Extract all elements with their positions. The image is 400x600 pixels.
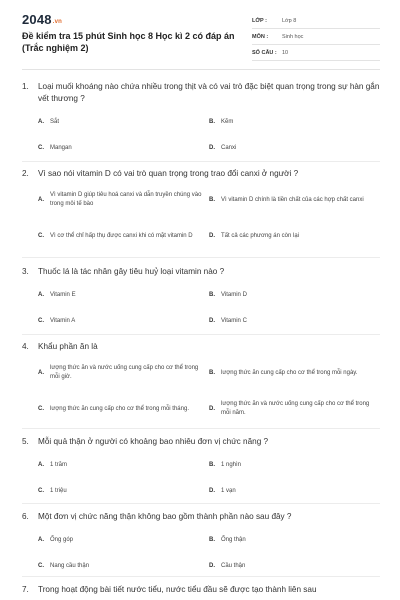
- question-4: [22, 341, 380, 427]
- question-text: Trong hoạt động bài tiết nước tiểu, nước tiểu đầu sẽ được tạo thành liên sau: [38, 585, 317, 594]
- option-text: Kẽm: [221, 118, 234, 125]
- option-letter: C.: [38, 405, 44, 412]
- meta-label: MÔN :: [252, 34, 269, 40]
- option-d[interactable]: [209, 144, 380, 153]
- option-text: Vitamin A: [50, 317, 76, 324]
- question-divider: [22, 576, 380, 577]
- question-text: Mỗi quả thận ở người có khoảng bao nhiêu đơn vị chức năng ?: [38, 437, 269, 446]
- option-text: lượng thức ăn cung cấp cho cơ thể trong mỗi ngày.: [221, 369, 358, 376]
- option-row: [38, 109, 380, 135]
- option-row: [38, 218, 380, 254]
- option-text: Tất cả các phương án còn lại: [221, 232, 299, 239]
- meta-label: LỚP :: [252, 18, 267, 24]
- question-2: [22, 168, 380, 254]
- option-text: lượng thức ăn cung cấp cho cơ thể trong mỗi tháng.: [50, 405, 189, 412]
- option-letter: D.: [209, 317, 215, 324]
- option-letter: C.: [38, 232, 44, 239]
- question-1: [22, 81, 380, 161]
- meta-value: Sinh học: [282, 34, 304, 40]
- option-letter: D.: [209, 562, 215, 569]
- option-d[interactable]: [209, 232, 380, 241]
- site-logo[interactable]: [22, 12, 62, 27]
- option-a[interactable]: [38, 461, 209, 470]
- option-text: lượng thức ăn và nước uống cung cấp cho cơ thể trong mỗi năm.: [221, 401, 370, 416]
- option-c[interactable]: [38, 232, 209, 241]
- option-c[interactable]: [38, 487, 209, 496]
- option-b[interactable]: [209, 291, 380, 300]
- option-b[interactable]: [209, 461, 380, 470]
- option-letter: D.: [209, 487, 215, 494]
- option-d[interactable]: [209, 317, 380, 326]
- question-divider: [22, 161, 380, 162]
- question-number: 6.: [22, 512, 29, 521]
- option-text: Vitamin E: [50, 291, 76, 298]
- option-letter: B.: [209, 461, 215, 468]
- option-letter: A.: [38, 118, 44, 125]
- question-text: Loại muối khoáng nào chứa nhiều trong thịt và có vai trò đặc biệt quan trọng trong sự hàn gắn vết thương ?: [38, 82, 380, 103]
- option-text: 1 trăm: [50, 461, 68, 468]
- option-text: Cầu thận: [221, 562, 246, 569]
- option-letter: C.: [38, 317, 44, 324]
- question-7: [22, 584, 380, 596]
- option-letter: B.: [209, 536, 215, 543]
- option-a[interactable]: [38, 291, 209, 300]
- option-b[interactable]: [209, 118, 380, 127]
- option-a[interactable]: [38, 118, 209, 127]
- meta-value: 10: [282, 50, 289, 56]
- option-b[interactable]: [209, 196, 380, 205]
- question-header: [22, 168, 380, 180]
- option-letter: D.: [209, 232, 215, 239]
- option-a[interactable]: [38, 364, 209, 382]
- logo-suffix: .vn: [52, 19, 63, 25]
- question-header: [22, 266, 380, 278]
- option-c[interactable]: [38, 405, 209, 414]
- question-number: 2.: [22, 169, 29, 178]
- question-divider: [22, 428, 380, 429]
- option-text: Ống thận: [221, 536, 246, 543]
- option-letter: A.: [38, 461, 44, 468]
- question-5: [22, 436, 380, 504]
- option-row: [38, 135, 380, 161]
- meta-row-subject: [252, 30, 380, 45]
- option-text: lượng thức ăn và nước uống cung cấp cho cơ thể trong mỗi giờ.: [50, 365, 199, 380]
- option-row: [38, 182, 380, 218]
- option-letter: D.: [209, 144, 215, 151]
- option-text: 1 nghìn: [221, 461, 242, 468]
- option-letter: A.: [38, 369, 44, 376]
- header: [0, 0, 400, 70]
- page-title: Đề kiểm tra 15 phút Sinh học 8 Học kì 2 có đáp án (Trắc nghiệm 2): [22, 31, 235, 53]
- option-letter: A.: [38, 291, 44, 298]
- question-divider: [22, 257, 380, 258]
- option-text: Canxi: [221, 144, 237, 151]
- option-a[interactable]: [38, 191, 209, 209]
- option-row: [38, 282, 380, 308]
- question-number: 3.: [22, 267, 29, 276]
- question-number: 5.: [22, 437, 29, 446]
- option-c[interactable]: [38, 144, 209, 153]
- question-number: 7.: [22, 585, 29, 594]
- option-d[interactable]: [209, 487, 380, 496]
- question-divider: [22, 334, 380, 335]
- meta-row-count: [252, 46, 380, 61]
- header-divider: [22, 69, 380, 70]
- question-header: [22, 436, 380, 448]
- option-text: Vì vitamin D giúp tiêu hoá canxi và dẫn truyền chúng vào trong môi tế bào: [50, 192, 202, 207]
- meta-info: [252, 14, 380, 61]
- option-c[interactable]: [38, 562, 209, 571]
- question-header: [22, 341, 380, 353]
- option-text: Nang cầu thận: [50, 562, 90, 569]
- logo-text: 2048: [22, 12, 52, 27]
- option-letter: B.: [209, 291, 215, 298]
- option-letter: B.: [209, 118, 215, 125]
- option-letter: A.: [38, 536, 44, 543]
- option-d[interactable]: [209, 562, 380, 571]
- option-text: 1 vạn: [221, 487, 236, 494]
- question-number: 4.: [22, 342, 29, 351]
- option-d[interactable]: [209, 400, 380, 418]
- option-text: 1 triệu: [50, 487, 67, 494]
- meta-value: Lớp 8: [282, 18, 297, 24]
- option-a[interactable]: [38, 536, 209, 545]
- option-letter: C.: [38, 144, 44, 151]
- option-letter: D.: [209, 405, 215, 412]
- question-header: [22, 584, 380, 596]
- option-letter: A.: [38, 196, 44, 203]
- question-number: 1.: [22, 82, 29, 91]
- option-text: Sắt: [50, 118, 60, 125]
- option-row: [38, 308, 380, 334]
- meta-label: SỐ CÂU :: [252, 50, 277, 56]
- question-text: Một đơn vị chức năng thận không bao gồm thành phần nào sau đây ?: [38, 512, 292, 521]
- question-text: Khẩu phần ăn là: [38, 342, 98, 351]
- question-3: [22, 266, 380, 334]
- option-text: Vì cơ thể chỉ hấp thụ được canxi khi có mặt vitamin D: [50, 232, 193, 239]
- option-row: [38, 391, 380, 427]
- option-letter: C.: [38, 562, 44, 569]
- question-text: Thuốc lá là tác nhân gây tiêu huỷ loại vitamin nào ?: [38, 267, 225, 276]
- option-text: Vitamin D: [221, 291, 247, 298]
- option-c[interactable]: [38, 317, 209, 326]
- question-header: [22, 81, 380, 105]
- option-letter: C.: [38, 487, 44, 494]
- option-row: [38, 527, 380, 553]
- option-text: Ống góp: [50, 536, 74, 543]
- option-b[interactable]: [209, 536, 380, 545]
- question-header: [22, 511, 380, 523]
- question-divider: [22, 503, 380, 504]
- option-row: [38, 478, 380, 504]
- option-row: [38, 355, 380, 391]
- option-b[interactable]: [209, 369, 380, 378]
- option-letter: B.: [209, 196, 215, 203]
- option-row: [38, 452, 380, 478]
- question-text: Vì sao nói vitamin D có vai trò quan trọng trong trao đổi canxi ở người ?: [38, 169, 299, 178]
- question-6: [22, 511, 380, 579]
- option-text: Mangan: [50, 144, 72, 151]
- option-text: Vì vitamin D chính là tiền chất của các hợp chất canxi: [221, 196, 364, 203]
- meta-row-class: [252, 14, 380, 29]
- option-letter: B.: [209, 369, 215, 376]
- option-text: Vitamin C: [221, 317, 247, 324]
